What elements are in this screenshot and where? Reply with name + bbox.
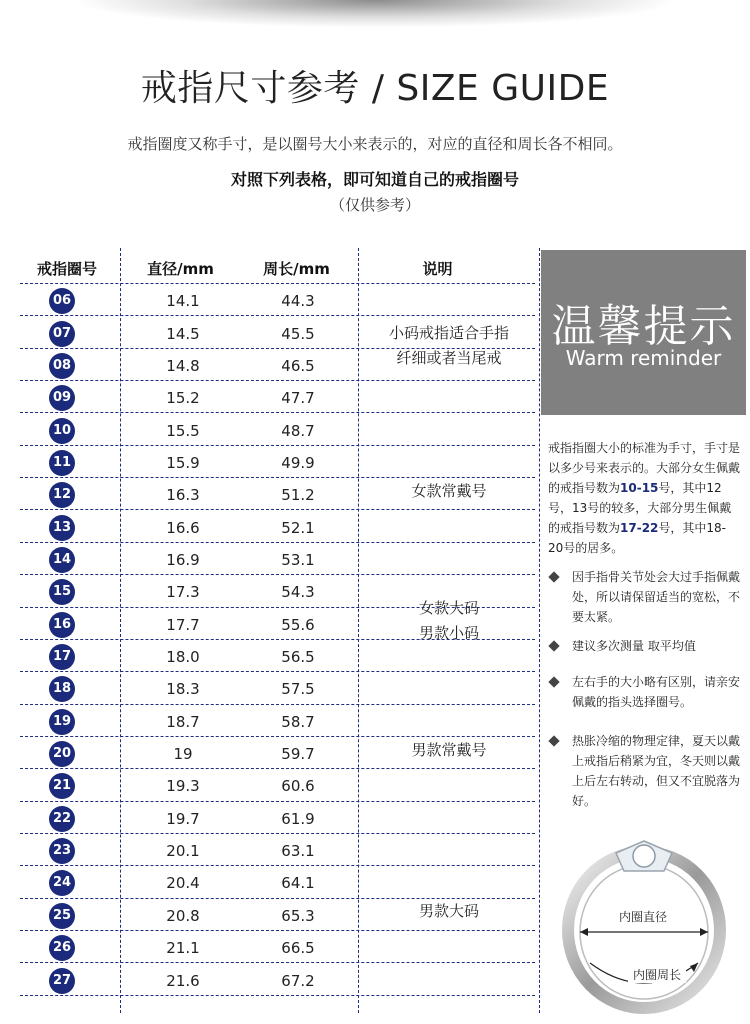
note-cell [360, 321, 538, 371]
row-divider [20, 412, 535, 413]
size-badge: 06 [49, 288, 75, 314]
row-divider [20, 833, 535, 834]
diameter-cell: 19.7 [166, 809, 200, 828]
inner-circumference-label: 内圈周长 [632, 968, 682, 982]
header-size: 戒指圈号 [36, 260, 97, 278]
diameter-cell: 15.9 [166, 453, 200, 472]
diamond-bullet-icon [548, 640, 559, 651]
diameter-cell: 14.8 [166, 356, 200, 375]
note-line: 女款常戴号 [411, 481, 487, 500]
ring-band [568, 852, 720, 1008]
size-badge: 14 [49, 547, 75, 573]
size-badge: 17 [49, 644, 75, 670]
row-divider [20, 574, 535, 575]
size-badge: 12 [49, 482, 75, 508]
page-title: 戒指尺寸参考 / SIZE GUIDE [140, 68, 610, 109]
size-badge: 22 [49, 806, 75, 832]
circumference-cell: 63.1 [281, 842, 315, 861]
row-divider [20, 704, 535, 705]
circumference-cell: 52.1 [281, 518, 315, 537]
circumference-cell: 48.7 [281, 421, 315, 440]
note-line: 男款常戴号 [411, 740, 487, 759]
note-cell [360, 899, 538, 924]
header-note: 说明 [422, 260, 453, 278]
size-badge: 21 [49, 773, 75, 799]
circumference-cell: 49.9 [281, 453, 315, 472]
row-divider [20, 445, 535, 446]
note-cell [360, 596, 538, 646]
note-line: 男款小码 [418, 623, 479, 642]
note-line: 纤细或者当尾戒 [396, 348, 502, 367]
top-shadow-decoration [70, 0, 680, 28]
size-badge: 25 [49, 903, 75, 929]
header-circumference: 周长/mm [263, 260, 330, 278]
row-divider [20, 801, 535, 802]
row-divider [20, 542, 535, 543]
circumference-cell: 65.3 [281, 906, 315, 925]
size-badge: 08 [49, 353, 75, 379]
header-diameter: 直径/mm [147, 260, 214, 278]
women-size-range: 10-15 [620, 481, 659, 495]
circumference-cell: 67.2 [281, 971, 315, 990]
size-badge: 20 [49, 741, 75, 767]
circumference-cell: 56.5 [281, 648, 315, 667]
circumference-cell: 46.5 [281, 356, 315, 375]
diameter-cell: 20.1 [166, 842, 200, 861]
row-divider [20, 768, 535, 769]
size-badge: 27 [49, 968, 75, 994]
note-line: 男款大码 [418, 902, 479, 921]
diameter-cell: 14.1 [166, 292, 200, 311]
diameter-cell: 21.6 [166, 971, 200, 990]
arrow-head-right-icon [700, 928, 708, 936]
circumference-cell: 59.7 [281, 745, 315, 764]
circumference-cell: 45.5 [281, 324, 315, 343]
inner-diameter-label: 内圈直径 [618, 910, 668, 924]
circumference-cell: 61.9 [281, 809, 315, 828]
tip-item [550, 672, 740, 712]
intro-line-2: 对照下列表格，即可知道自己的戒指圈号 [230, 170, 519, 189]
reminder-paragraph [548, 438, 740, 558]
ring-illustration [560, 825, 738, 1017]
column-divider [539, 248, 540, 1013]
diameter-cell: 16.6 [166, 518, 200, 537]
row-divider [20, 995, 535, 996]
intro-line-3: （仅供参考） [329, 196, 420, 214]
diameter-cell: 20.4 [166, 874, 200, 893]
intro-line-1: 戒指圈度又称手寸，是以圈号大小来表示的，对应的直径和周长各不相同。 [127, 135, 623, 153]
reminder-text: 戒指指圈大小的标准为手寸，手寸是以多少号来表示的。大部分女生佩戴的戒指号数为 [548, 441, 741, 495]
size-badge: 10 [49, 418, 75, 444]
row-divider [20, 315, 535, 316]
diameter-cell: 21.1 [166, 939, 200, 958]
tip-item [550, 567, 740, 627]
diameter-cell: 18.0 [166, 648, 200, 667]
diameter-cell: 18.3 [166, 680, 200, 699]
size-badge: 18 [49, 676, 75, 702]
diameter-cell: 15.2 [166, 389, 200, 408]
diameter-cell: 16.3 [166, 486, 200, 505]
diamond-stone-icon [633, 845, 655, 867]
row-divider [20, 962, 535, 963]
reminder-text: 号，其中12号，13号的较多，大部分男生佩戴的戒指号数为 [548, 481, 732, 535]
row-divider [20, 930, 535, 931]
circumference-cell: 66.5 [281, 939, 315, 958]
circumference-cell: 53.1 [281, 550, 315, 569]
note-line: 小码戒指适合手指 [388, 323, 509, 342]
reminder-title-en: Warm reminder [565, 346, 722, 370]
tip-text: 因手指骨关节处会大过手指佩戴处，所以请保留适当的宽松，不要太紧。 [572, 570, 741, 624]
arrow-head-left-icon [580, 928, 588, 936]
diameter-cell: 18.7 [166, 712, 200, 731]
tip-item [550, 636, 740, 656]
diamond-bullet-icon [548, 676, 559, 687]
circumference-cell: 54.3 [281, 583, 315, 602]
size-badge: 07 [49, 321, 75, 347]
tip-text: 热胀冷缩的物理定律，夏天以戴上戒指后稍紧为宜，冬天则以戴上后左右转动，但又不宜脱落为好。 [572, 734, 741, 808]
circumference-cell: 57.5 [281, 680, 315, 699]
size-badge: 13 [49, 515, 75, 541]
row-divider [20, 380, 535, 381]
size-badge: 26 [49, 935, 75, 961]
diameter-cell: 19.3 [166, 777, 200, 796]
size-badge: 16 [49, 612, 75, 638]
circumference-cell: 44.3 [281, 292, 315, 311]
circumference-cell: 47.7 [281, 389, 315, 408]
tip-text: 建议多次测量 取平均值 [572, 639, 696, 653]
note-line: 女款大码 [418, 598, 479, 617]
diameter-cell: 14.5 [166, 324, 200, 343]
diameter-cell: 17.3 [166, 583, 200, 602]
men-size-range: 17-22 [620, 521, 659, 535]
size-badge: 09 [49, 385, 75, 411]
warm-reminder-banner [541, 250, 746, 415]
diamond-bullet-icon [548, 571, 559, 582]
reminder-title-cn: 温馨提示 [551, 301, 736, 352]
circumference-cell: 58.7 [281, 712, 315, 731]
circumference-cell: 55.6 [281, 615, 315, 634]
row-divider [20, 865, 535, 866]
circumference-cell: 64.1 [281, 874, 315, 893]
tip-item [550, 731, 740, 811]
diameter-cell: 15.5 [166, 421, 200, 440]
size-badge: 23 [49, 838, 75, 864]
circumference-cell: 51.2 [281, 486, 315, 505]
circumference-cell: 60.6 [281, 777, 315, 796]
row-divider [20, 671, 535, 672]
size-badge: 11 [49, 450, 75, 476]
row-divider [20, 283, 535, 284]
diameter-cell: 19 [173, 745, 193, 764]
diamond-bullet-icon [548, 735, 559, 746]
diameter-cell: 20.8 [166, 906, 200, 925]
row-divider [20, 509, 535, 510]
diameter-cell: 17.7 [166, 615, 200, 634]
note-cell [360, 479, 538, 504]
size-badge: 19 [49, 709, 75, 735]
reminder-text: 号，其中18-20号的居多。 [548, 521, 727, 555]
size-badge: 15 [49, 579, 75, 605]
diameter-cell: 16.9 [166, 550, 200, 569]
size-badge: 24 [49, 870, 75, 896]
note-cell [360, 738, 538, 763]
tip-text: 左右手的大小略有区别，请亲安佩戴的指头选择圈号。 [572, 675, 741, 709]
